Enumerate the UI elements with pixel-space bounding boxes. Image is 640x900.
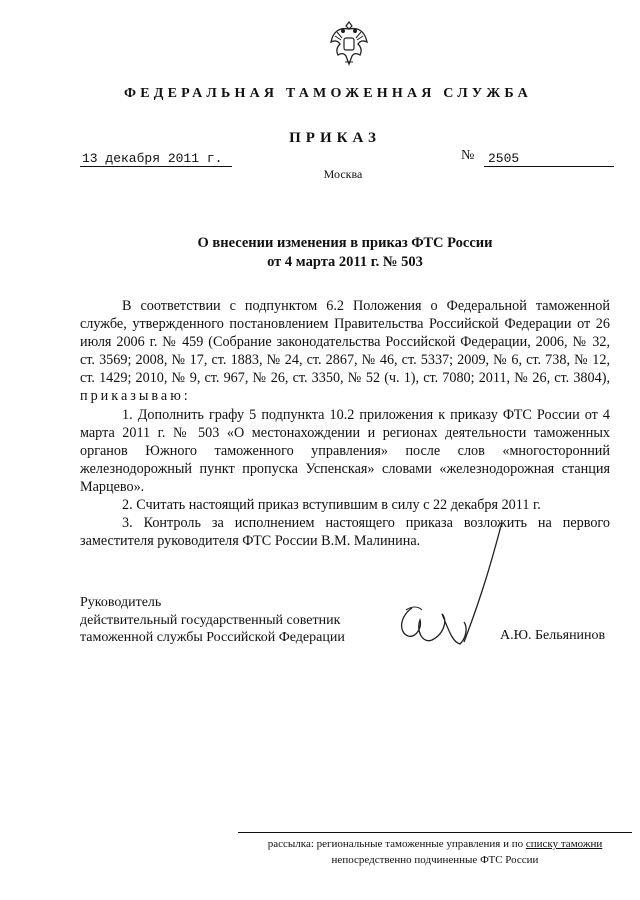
signatory-title-line-1: Руководитель [80, 595, 162, 610]
clause-2: 2. Считать настоящий приказ вступившим в силу с 22 декабря 2011 г. [122, 497, 541, 514]
agency-name: ФЕДЕРАЛЬНАЯ ТАМОЖЕННАЯ СЛУЖБА [124, 86, 532, 101]
distribution-line-2: непосредственно подчиненные ФТС России [331, 854, 539, 866]
coat-of-arms-icon [329, 20, 369, 68]
order-directive: приказываю: [80, 388, 191, 405]
distribution-list [238, 836, 632, 868]
city: Москва [323, 167, 363, 181]
clause-3: 3. Контроль за исполнением настоящего приказа возложить на первого заместителя руководителя ФТС России В.М. Малинина. [80, 515, 610, 550]
preamble-text: В соответствии с подпунктом 6.2 Положения о Федеральной таможенной службе, утвержденного постановлением Правительства Российской Федерации от 26 июля 2006 г. № 459 (Собрание законодательства Российской Федерации, 2006, № 32, ст. 3569; 2008, № 17, ст. 1883, № 24, ст. 2867, № 46, ст. 5337; 2009, № 6, ст. 738, № 12, ст. 1429; 2010, № 9, ст. 967, № 26, ст. 3350, № 52 (ч. 1), ст. 7080; 2011, № 26, ст. 3804), [80, 298, 610, 387]
signatory-title [80, 594, 345, 647]
signatory-title-line-3: таможенной службы Российской Федерации [80, 630, 345, 645]
order-number-label: № [461, 148, 475, 163]
signatory-title-line-2: действительный государственный советник [80, 612, 341, 628]
distribution-link: списку таможни [525, 838, 603, 850]
distribution-prefix: рассылка: региональные таможенные управления и по [267, 838, 524, 850]
distribution-line-1 [238, 836, 632, 852]
order-number: 2505 [484, 152, 614, 167]
clause-1: 1. Дополнить графу 5 подпункта 10.2 приложения к приказу ФТС России от 4 марта 2011 г. № 503 «О местонахождении и регионах деятельности таможенных органов Южного таможенного управления» после слов «многосторонний железнодорожный пункт пропуска Успенская» словами «железнодорожная станция Марцево». [80, 406, 610, 495]
order-body [80, 297, 610, 550]
preamble-paragraph [80, 297, 610, 406]
document-type: ПРИКАЗ [289, 130, 381, 146]
distribution-divider [238, 832, 632, 833]
order-subject [0, 234, 640, 272]
signatory-name: А.Ю. Бельянинов [500, 628, 606, 643]
subject-line-2: от 4 марта 2011 г. № 503 [267, 254, 423, 270]
order-date: 13 декабря 2011 г. [80, 151, 232, 167]
subject-line-1: О внесении изменения в приказ ФТС России [197, 235, 493, 251]
